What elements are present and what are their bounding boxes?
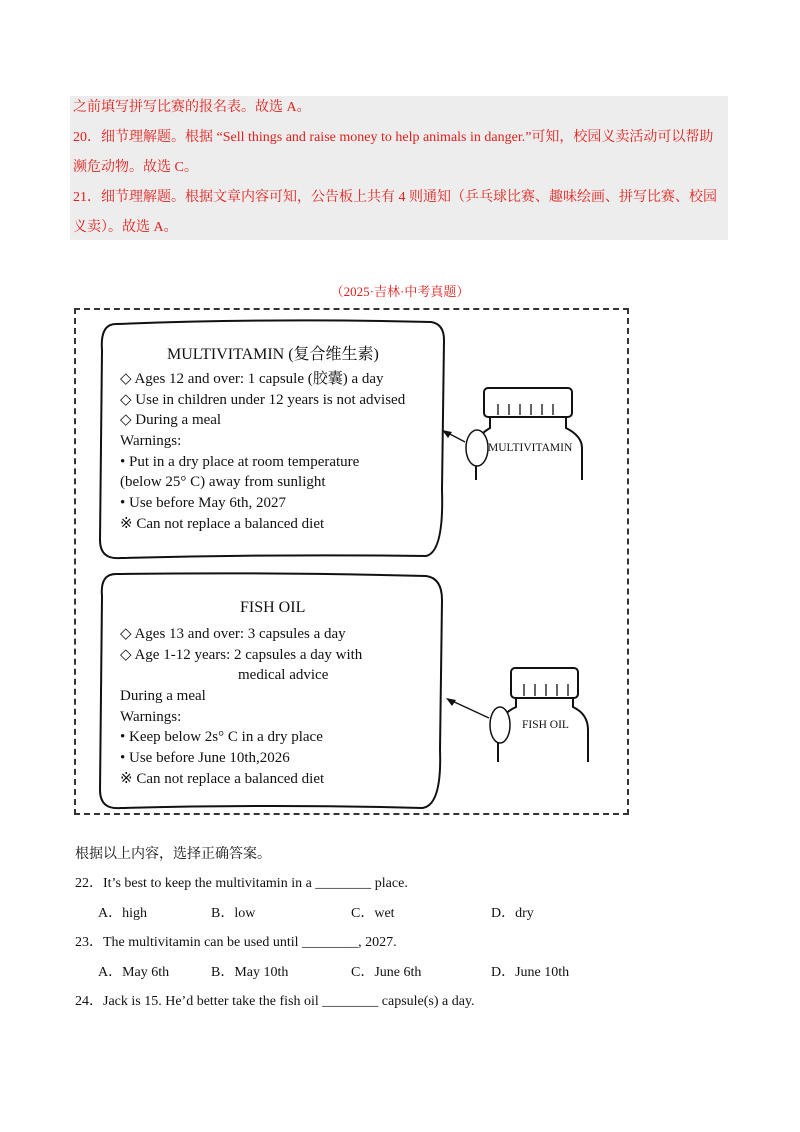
answer-line: 21．细节理解题。根据文章内容可知，公告板上共有 4 则通知（乒乓球比赛、趣味绘画、拼写比赛、校园 (73, 190, 717, 205)
answer-explanation-box (70, 96, 728, 240)
fish-oil-label-text (120, 624, 362, 790)
option-22-c: C．wet (351, 906, 395, 921)
label-line: Warnings: (120, 708, 182, 725)
label-line: medical advice (238, 667, 329, 684)
label-line: ◇ Ages 12 and over: 1 capsule (胶囊) a day (120, 371, 384, 387)
label-line: ※ Can not replace a balanced diet (120, 515, 325, 532)
multivitamin-bottle-label: MULTIVITAMIN (488, 442, 573, 454)
label-line: ◇ Age 1-12 years: 2 capsules a day with (120, 646, 363, 663)
label-line: • Use before June 10th,2026 (120, 750, 290, 767)
multivitamin-label-text (120, 369, 405, 535)
option-23-a: A．May 6th (98, 965, 170, 980)
option-23-d: D．June 10th (491, 965, 570, 980)
source-citation: （2025·吉林·中考真题） (330, 284, 470, 299)
option-22-a: A．high (98, 906, 147, 921)
label-line: • Keep below 2s° C in a dry place (120, 729, 323, 746)
label-line: ◇ Ages 13 and over: 3 capsules a day (120, 626, 346, 642)
question-24: 24．Jack is 15. He’d better take the fish oil ________ capsule(s) a day. (75, 994, 475, 1009)
fish-oil-title: FISH OIL (240, 599, 306, 616)
label-line: ◇ Use in children under 12 years is not advised (120, 391, 406, 408)
option-23-b: B．May 10th (211, 965, 289, 980)
option-23-c: C．June 6th (351, 965, 422, 980)
answer-line: 20．细节理解题。根据 “Sell things and raise money to help animals in danger.”可知，校园义卖活动可以帮助 (73, 130, 714, 145)
label-line: ◇ During a meal (120, 412, 222, 429)
answer-line: 之前填写拼写比赛的报名表。故选 A。 (73, 100, 311, 115)
option-22-b: B．low (211, 906, 256, 921)
option-22-d: D．dry (491, 906, 534, 921)
instruction-text: 根据以上内容，选择正确答案。 (75, 847, 271, 862)
label-line: Warnings: (120, 433, 182, 450)
label-line: • Use before May 6th, 2027 (120, 495, 287, 512)
question-23: 23．The multivitamin can be used until ________, 2027. (75, 935, 397, 950)
multivitamin-title: MULTIVITAMIN (复合维生素) (167, 346, 379, 363)
label-line: (below 25° C) away from sunlight (120, 474, 326, 491)
answer-line: 义卖）。故选 A。 (73, 220, 178, 235)
label-line: During a meal (120, 688, 206, 705)
label-line: • Put in a dry place at room temperature (120, 453, 360, 470)
answer-line: 濒危动物。故选 C。 (73, 160, 198, 175)
label-figure (74, 308, 629, 815)
question-22: 22．It’s best to keep the multivitamin in a ________ place. (75, 876, 408, 891)
fish-oil-bottle-label: FISH OIL (522, 719, 569, 731)
multivitamin-bottle-icon (442, 388, 582, 480)
label-line: ※ Can not replace a balanced diet (120, 770, 325, 787)
fish-oil-bottle-icon (446, 668, 588, 762)
